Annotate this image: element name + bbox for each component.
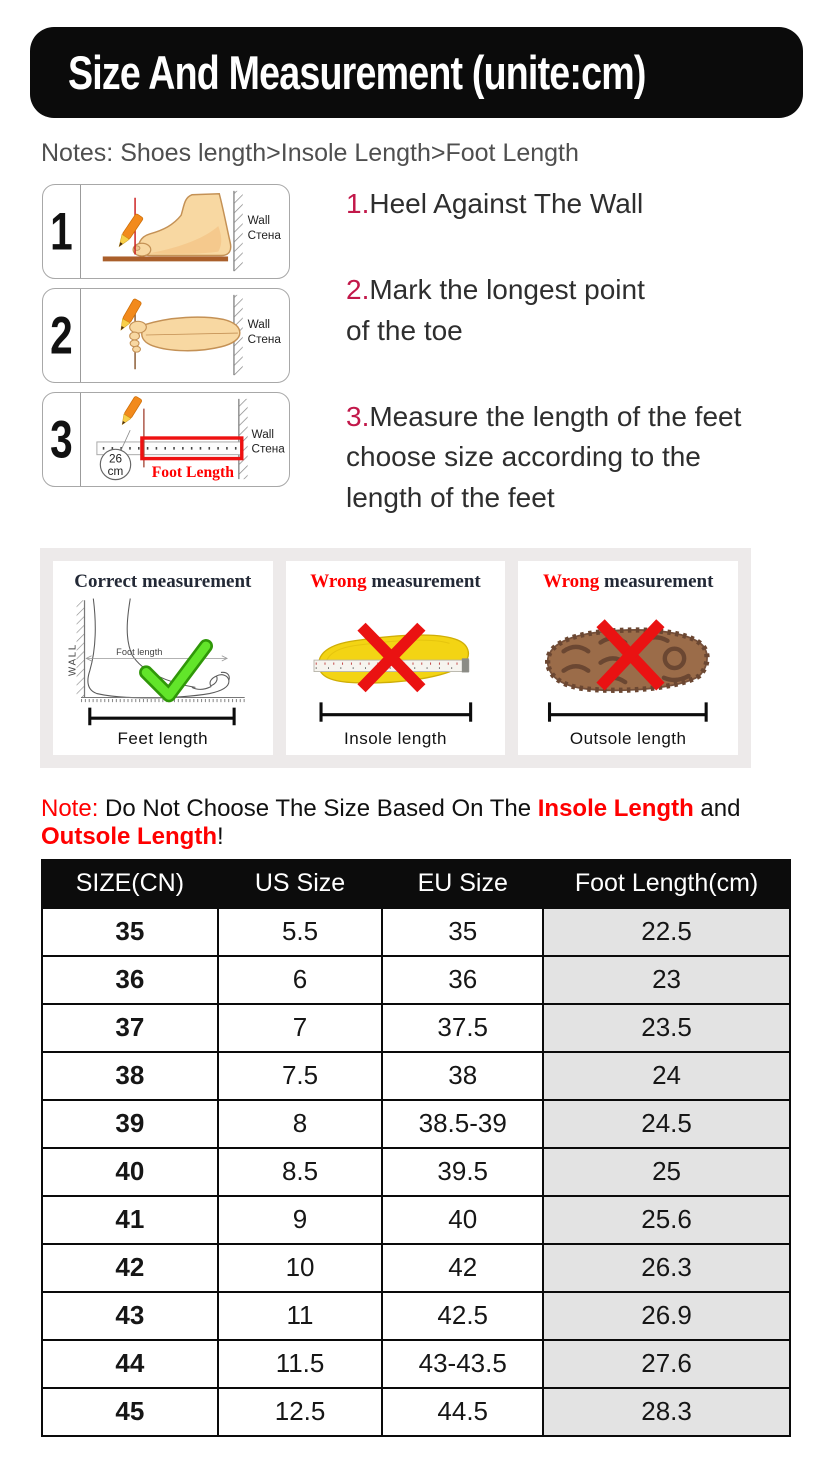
size-cn-cell: 45 xyxy=(42,1388,218,1436)
measure-step-box-2 xyxy=(42,288,290,383)
header-foot-length: Foot Length(cm) xyxy=(543,860,790,908)
measure-step-box-1 xyxy=(42,184,290,279)
size-row xyxy=(42,956,790,1004)
size-row xyxy=(42,908,790,956)
length-bracket xyxy=(550,702,707,721)
size-cn-cell: 41 xyxy=(42,1196,218,1244)
us-size-cell: 9 xyxy=(218,1196,383,1244)
eu-size-cell: 38 xyxy=(382,1052,543,1100)
us-size-cell: 7 xyxy=(218,1004,383,1052)
eu-size-cell: 39.5 xyxy=(382,1148,543,1196)
wall-label-en: Wall xyxy=(251,428,274,442)
wall-label-ru: Стена xyxy=(247,332,281,346)
eu-size-cell: 42 xyxy=(382,1244,543,1292)
eu-size-cell: 38.5-39 xyxy=(382,1100,543,1148)
size-row xyxy=(42,1052,790,1100)
wall-label-ru: Стена xyxy=(251,442,285,456)
header-size-cn: SIZE(CN) xyxy=(42,860,218,908)
us-size-cell: 6 xyxy=(218,956,383,1004)
us-size-cell: 11.5 xyxy=(218,1340,383,1388)
measure-step-box-3 xyxy=(42,392,290,487)
eu-size-cell: 44.5 xyxy=(382,1388,543,1436)
wall-label: WALL xyxy=(67,642,79,676)
us-size-cell: 5.5 xyxy=(218,908,383,956)
size-row xyxy=(42,1292,790,1340)
us-size-cell: 11 xyxy=(218,1292,383,1340)
foot-top-view-illustration xyxy=(81,289,289,382)
steps-column xyxy=(346,184,786,518)
wall-label-en: Wall xyxy=(247,318,271,332)
foot-length-cell: 23.5 xyxy=(543,1004,790,1052)
foot-length-cell: 26.9 xyxy=(543,1292,790,1340)
foot-side-view-svg xyxy=(81,185,289,278)
wall-label-en: Wall xyxy=(247,214,271,228)
eu-size-cell: 42.5 xyxy=(382,1292,543,1340)
floor-bar xyxy=(103,256,228,261)
size-cn-cell: 39 xyxy=(42,1100,218,1148)
page-title: Size And Measurement (unite:cm) xyxy=(68,46,646,99)
size-row xyxy=(42,1340,790,1388)
panel-title: Wrong measurement xyxy=(310,570,481,592)
size-row xyxy=(42,1244,790,1292)
eu-size-cell: 40 xyxy=(382,1196,543,1244)
diagram-column xyxy=(42,184,290,518)
insole-wrong-illustration xyxy=(292,595,500,727)
size-row xyxy=(42,1100,790,1148)
foot-length-cell: 24 xyxy=(543,1052,790,1100)
tape-end xyxy=(462,658,469,672)
size-cn-cell: 37 xyxy=(42,1004,218,1052)
size-cn-cell: 38 xyxy=(42,1052,218,1100)
size-cn-cell: 36 xyxy=(42,956,218,1004)
measured-value-unit: cm xyxy=(107,465,124,479)
pencil-icon xyxy=(119,396,143,427)
size-chart-table xyxy=(41,859,791,1437)
measured-value-number: 26 xyxy=(108,452,123,466)
bracket-label: Insole length xyxy=(344,728,447,748)
size-chart-body xyxy=(42,908,790,1436)
size-cn-cell: 35 xyxy=(42,908,218,956)
foot-length-cell: 26.3 xyxy=(543,1244,790,1292)
eu-size-cell: 43-43.5 xyxy=(382,1340,543,1388)
us-size-cell: 8.5 xyxy=(218,1148,383,1196)
size-row xyxy=(42,1004,790,1052)
eu-size-cell: 35 xyxy=(382,908,543,956)
size-cn-cell: 43 xyxy=(42,1292,218,1340)
foot-length-cell: 23 xyxy=(543,956,790,1004)
size-cn-cell: 44 xyxy=(42,1340,218,1388)
foot-side-view-illustration xyxy=(81,185,289,278)
foot-top-view-svg xyxy=(81,289,289,382)
foot-length-cell: 27.6 xyxy=(543,1340,790,1388)
panel-title: Wrong measurement xyxy=(542,570,714,592)
header-us-size: US Size xyxy=(218,860,383,908)
warning-note: Note: Do Not Choose The Size Based On The Insole Length and Outsole Length! xyxy=(41,794,741,850)
header-eu-size: EU Size xyxy=(382,860,543,908)
foot-length-cell: 25 xyxy=(543,1148,790,1196)
wall-hatch xyxy=(234,191,243,271)
size-row xyxy=(42,1196,790,1244)
eu-size-cell: 36 xyxy=(382,956,543,1004)
correct-measurement-illustration xyxy=(59,595,267,727)
size-cn-cell: 42 xyxy=(42,1244,218,1292)
measurement-comparison-panels xyxy=(40,548,751,768)
notes-line: Notes: Shoes length>Insole Length>Foot Length xyxy=(41,139,579,167)
us-size-cell: 12.5 xyxy=(218,1388,383,1436)
step-2-text: 2.Mark the longest point of the toe xyxy=(346,274,645,346)
foot-length-label: Foot Length xyxy=(151,464,234,482)
wrong-insole-panel xyxy=(286,561,506,755)
length-bracket xyxy=(321,702,471,721)
foot-length-cell: 25.6 xyxy=(543,1196,790,1244)
size-row xyxy=(42,1148,790,1196)
measuring-guide xyxy=(42,184,833,518)
size-measurement-infographic xyxy=(0,27,833,1468)
eu-size-cell: 37.5 xyxy=(382,1004,543,1052)
step-number: 2 xyxy=(43,289,81,382)
ruler-measure-illustration xyxy=(81,393,289,486)
wall-label-ru: Стена xyxy=(247,228,281,242)
size-cn-cell: 40 xyxy=(42,1148,218,1196)
us-size-cell: 7.5 xyxy=(218,1052,383,1100)
length-bracket xyxy=(90,708,234,726)
step-number: 1 xyxy=(43,185,81,278)
correct-measurement-panel xyxy=(53,561,273,755)
step-3-text: 3.Measure the length of the feet choose size according to the length of the feet xyxy=(346,400,742,513)
title-banner xyxy=(30,27,803,118)
step-1-text: 1.Heel Against The Wall xyxy=(346,188,644,219)
foot-length-inner-label: Foot length xyxy=(116,646,163,657)
ruler-measure-svg xyxy=(81,393,289,486)
step-number: 3 xyxy=(43,393,81,486)
size-chart-header xyxy=(42,860,790,908)
foot-length-cell: 28.3 xyxy=(543,1388,790,1436)
bracket-label: Feet length xyxy=(117,728,209,748)
wrong-outsole-panel xyxy=(518,561,738,755)
us-size-cell: 10 xyxy=(218,1244,383,1292)
us-size-cell: 8 xyxy=(218,1100,383,1148)
foot-length-cell: 24.5 xyxy=(543,1100,790,1148)
panel-title: Correct measurement xyxy=(74,570,252,592)
outsole-wrong-illustration xyxy=(524,595,732,727)
bracket-label: Outsole length xyxy=(569,728,687,748)
size-row xyxy=(42,1388,790,1436)
foot-length-cell: 22.5 xyxy=(543,908,790,956)
